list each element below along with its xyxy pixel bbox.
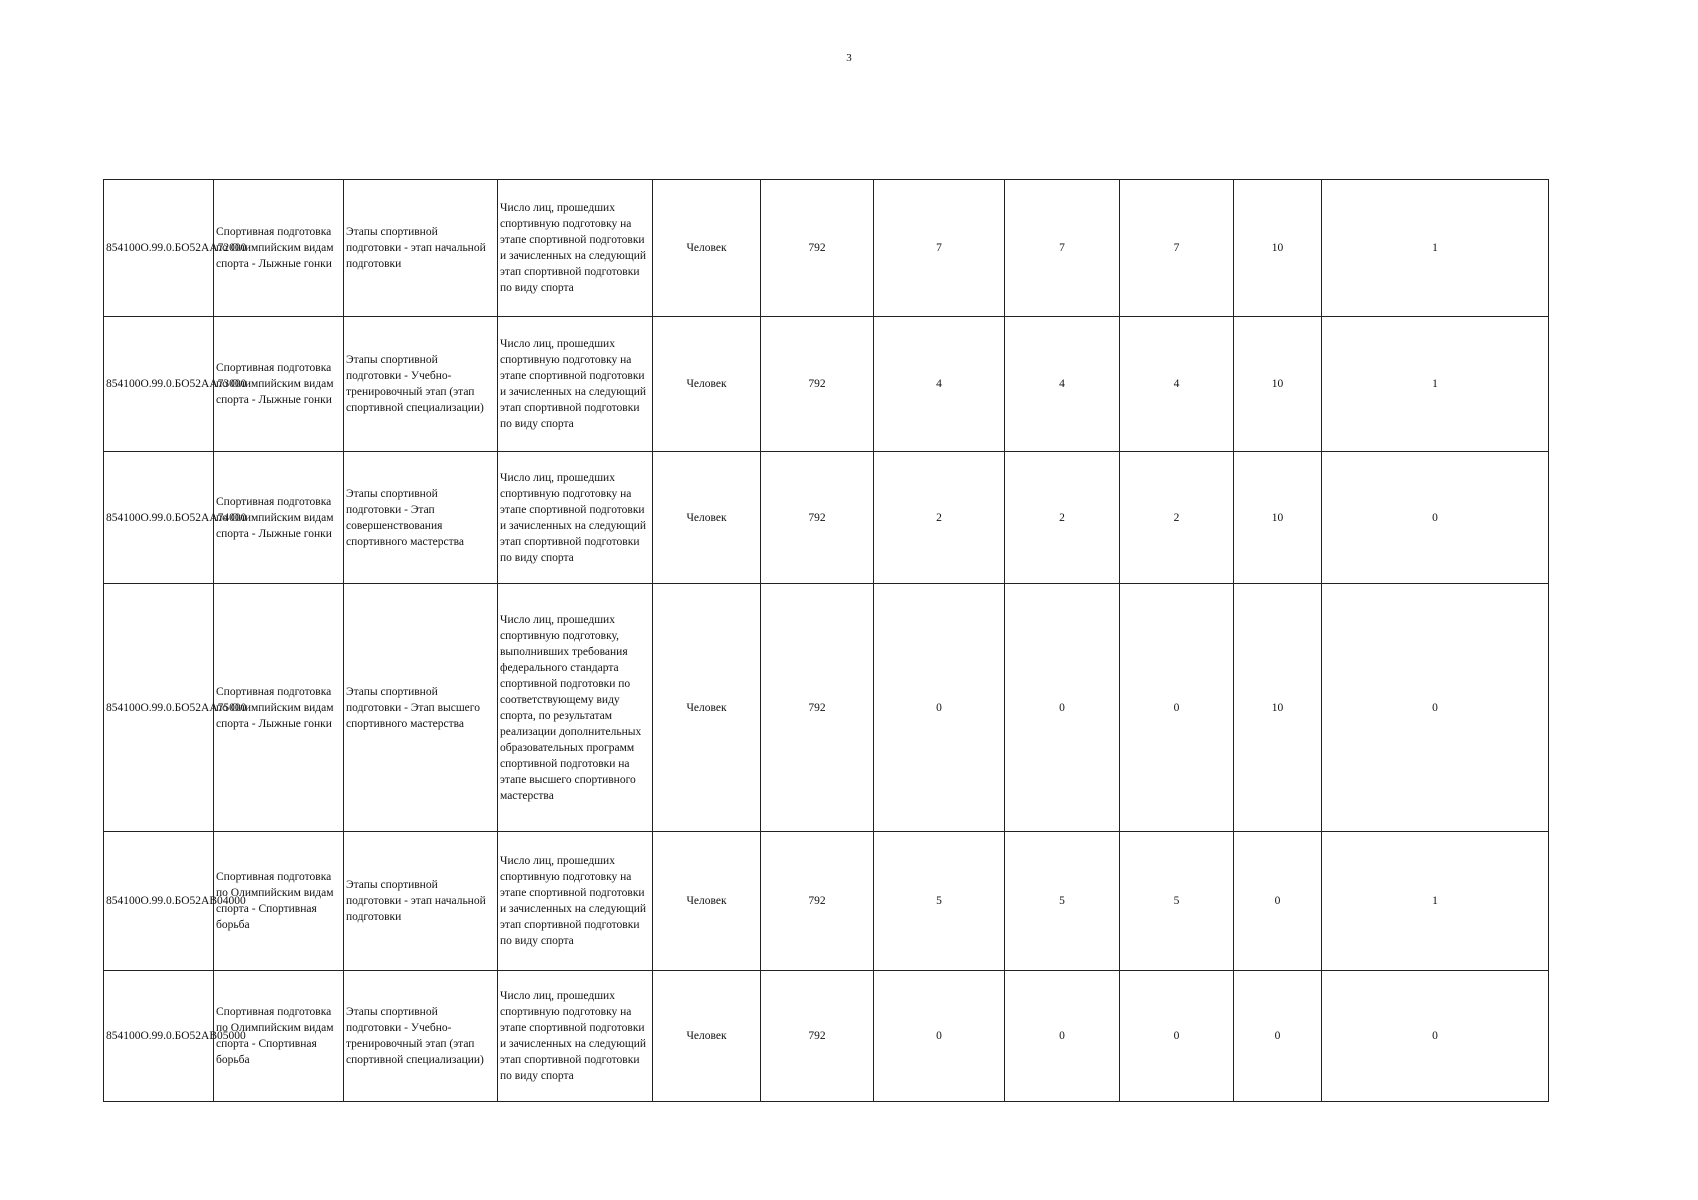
indicator-name: Число лиц, прошедших спортивную подготовку на этапе спортивной подготовки и зачисленных на следующий этап спортивной подготовки по виду спорта [498,971,653,1102]
registry-code: 854100О.99.0.БО52АА75000 [104,584,214,832]
value-4: 10 [1234,180,1322,317]
indicator-name: Число лиц, прошедших спортивную подготовку на этапе спортивной подготовки и зачисленных на следующий этап спортивной подготовки по виду спорта [498,452,653,584]
training-stage: Этапы спортивной подготовки - Учебно-тренировочный этап (этап спортивной специализации) [344,317,498,452]
value-1: 5 [874,832,1005,971]
value-3: 0 [1120,971,1234,1102]
table-row [104,317,1549,452]
value-3: 7 [1120,180,1234,317]
okei-code: 792 [761,180,874,317]
table-row [104,584,1549,832]
value-5: 1 [1322,180,1549,317]
okei-code: 792 [761,832,874,971]
value-5: 0 [1322,584,1549,832]
value-2: 2 [1005,452,1120,584]
unit-name: Человек [653,180,761,317]
okei-code: 792 [761,971,874,1102]
registry-code: 854100О.99.0.БО52АВ04000 [104,832,214,971]
unit-name: Человек [653,971,761,1102]
value-5: 1 [1322,832,1549,971]
okei-code: 792 [761,317,874,452]
value-4: 10 [1234,317,1322,452]
value-5: 0 [1322,452,1549,584]
unit-name: Человек [653,452,761,584]
table-row [104,452,1549,584]
registry-code: 854100О.99.0.БО52АА74000 [104,452,214,584]
value-3: 2 [1120,452,1234,584]
page-number: 3 [846,52,852,64]
value-1: 7 [874,180,1005,317]
training-stage: Этапы спортивной подготовки - Этап высшего спортивного мастерства [344,584,498,832]
value-2: 4 [1005,317,1120,452]
value-1: 2 [874,452,1005,584]
indicator-name: Число лиц, прошедших спортивную подготовку на этапе спортивной подготовки и зачисленных на следующий этап спортивной подготовки по виду спорта [498,832,653,971]
value-3: 5 [1120,832,1234,971]
value-4: 0 [1234,971,1322,1102]
value-1: 0 [874,971,1005,1102]
value-5: 1 [1322,317,1549,452]
value-2: 0 [1005,584,1120,832]
okei-code: 792 [761,452,874,584]
value-4: 10 [1234,452,1322,584]
program-name: Спортивная подготовка по Олимпийским видам спорта - Спортивная борьба [214,832,344,971]
value-1: 4 [874,317,1005,452]
indicators-table [103,179,1549,1102]
program-name: Спортивная подготовка по Олимпийским видам спорта - Лыжные гонки [214,317,344,452]
table-row [104,832,1549,971]
okei-code: 792 [761,584,874,832]
registry-code: 854100О.99.0.БО52АА72000 [104,180,214,317]
value-3: 4 [1120,317,1234,452]
unit-name: Человек [653,317,761,452]
training-stage: Этапы спортивной подготовки - Этап совершенствования спортивного мастерства [344,452,498,584]
value-3: 0 [1120,584,1234,832]
program-name: Спортивная подготовка по Олимпийским видам спорта - Спортивная борьба [214,971,344,1102]
indicator-name: Число лиц, прошедших спортивную подготовку на этапе спортивной подготовки и зачисленных на следующий этап спортивной подготовки по виду спорта [498,180,653,317]
registry-code: 854100О.99.0.БО52АА73000 [104,317,214,452]
value-5: 0 [1322,971,1549,1102]
value-2: 0 [1005,971,1120,1102]
training-stage: Этапы спортивной подготовки - Учебно-тренировочный этап (этап спортивной специализации) [344,971,498,1102]
indicator-name: Число лиц, прошедших спортивную подготовку на этапе спортивной подготовки и зачисленных на следующий этап спортивной подготовки по виду спорта [498,317,653,452]
value-4: 0 [1234,832,1322,971]
registry-code: 854100О.99.0.БО52АВ05000 [104,971,214,1102]
unit-name: Человек [653,832,761,971]
value-2: 5 [1005,832,1120,971]
unit-name: Человек [653,584,761,832]
program-name: Спортивная подготовка по Олимпийским видам спорта - Лыжные гонки [214,452,344,584]
value-1: 0 [874,584,1005,832]
value-4: 10 [1234,584,1322,832]
program-name: Спортивная подготовка по Олимпийским видам спорта - Лыжные гонки [214,584,344,832]
value-2: 7 [1005,180,1120,317]
table-row [104,180,1549,317]
indicator-name: Число лиц, прошедших спортивную подготовку, выполнивших требования федерального стандарта спортивной подготовки по соответствующему виду спорта, по результатам реализации дополнительных образовательных программ спортивной подготовки на этапе высшего спортивного мастерства [498,584,653,832]
program-name: Спортивная подготовка по Олимпийским видам спорта - Лыжные гонки [214,180,344,317]
training-stage: Этапы спортивной подготовки - этап начальной подготовки [344,180,498,317]
table-row [104,971,1549,1102]
training-stage: Этапы спортивной подготовки - этап начальной подготовки [344,832,498,971]
